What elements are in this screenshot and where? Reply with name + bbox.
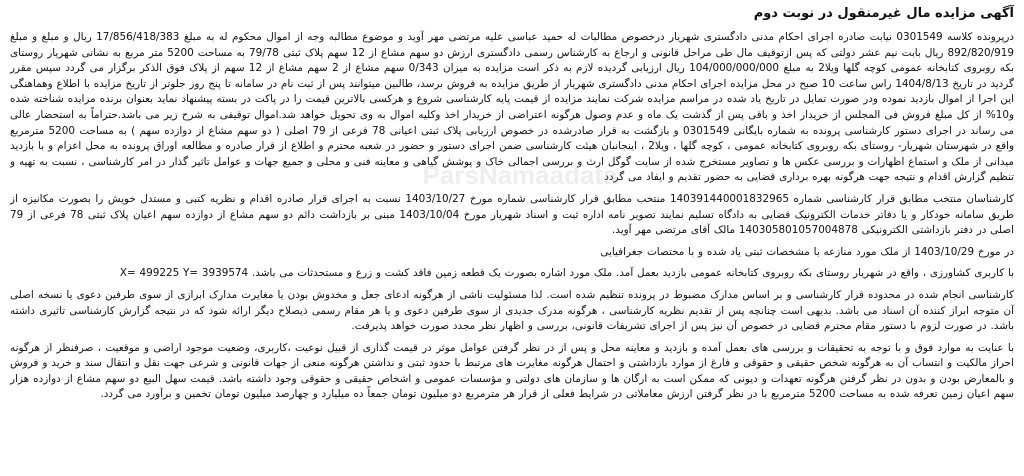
notice-paragraph-1: درپرونده کلاسه 0301549 نیابت صادره اجرای احکام مدنی دادگستری شهریار درخصوص مطالبات له حمید عباسی علیه مرتضی مهر آوید و موضوع مطالبه وجه از اموال محکوم له به مبلغ 17/856/418/383 ریال و مبلغ و مبلغ 892/820/919 ریال بابت نیم عشر دولتی که پس ازتوقیف مال طی مراحل قانونی و ارجاع به کارشناس رسمی دادگستری ارزش دو سهم مشاع از 12 سهم پلاک ثبتی 79/78 به مساحت 5200 متر مربع به نشانی شهریار روستای بکه روبروی کتابخانه عمومی کوچه گلها ویلا2 به مبلغ 104/000/000/000 ریال ارزیابی گردیده لازم به ذکر است مزایده به میزان 0/343 سهم مشاع از 2 سهم مشاع از 12 سهم از پلاک فوق الذکر برگزار می گردد سپس مقرر گردید در تاریخ 1404/8/13 راس ساعت 10 صبح در محل مزایده اجرای احکام مدنی دادگستری شهریار از طریق مزایده به فروش برسد، طالبین میتوانند پس از ثبت نام در سامانه تا پنج روز جلوتر از تاریخ مزایده با اطلاع وهماهنگی این اجرا از اموال بازدید نموده ودر صورت تمایل در تاریخ یاد شده در مراسم مزایده شرکت نمایند مزایده از قیمت پایه کارشناسی شروع و هرکسی بالاترین قیمت را در پاکت در بسته پیشنهاد نماید بعنوان برنده مزایده شناخته شده و10% از کل مبلغ فروش فی المجلس از خریدار اخذ و باقی پس از گذشت یک ماه و عدم وصول هرگونه اعتراضی از خریدار اخذ وکلیه اموال به وی تحویل خواهد شد.اموال توقیفی به شرح زیر می باشد.حتراماً به استحضار عالی می رساند در اجرای دستور کارشناسی پرونده به شماره بایگانی 0301549 و بازگشت به قرار صادرشده در خصوص ارزیابی پلاک ثبتی اعیانی 78 فرعی از 79 اصلی ( دو سهم مشاع از دوازده سهم ) به مساحت 5200 مترمربع واقع در شهرستان شهریار- روستای بکه روبروی کتابخانه عمومی ، کوچه گلها ، ویلا2 ، اینجانبان هیئت کارشناسی ضمن اجرای دستور و حضور در شعبه محترم و اطلاع از قرار صادره و مطالعه اوراق پرونده به محل اعزام و با بازدید میدانی از ملک و استماع اظهارات و بررسی عکس ها و تصاویر مستخرج شده از سایت گوگل ارث و بررسی اجمالی خاک و پوشش گیاهی و معاینه فنی و محلی و جمیع جهات و عوامل تاثیر گذار در امر کارشناسی ، نسبت به تهیه و تنظیم گزارش اقدام و نتیجه جهت هرگونه بهره برداری قضایی به حضور تقدیم و ایفاد می گردد — [10, 31, 1015, 184]
notice-paragraph-5: کارشناسی انجام شده در محدوده قرار کارشناسی و بر اساس مدارک مضبوط در پرونده تنظیم شده است. لذا مسئولیت ناشی از هرگونه ادعای جعل و مخدوش بودن یا مغایرت مدارک ابرازی از سوی طرفین دعوی یا نسخه اصلی آن متوجه ابراز کننده آن اسناد می باشد. بدیهی است چنانچه پس از تقدیم نظریه کارشناسی ، هرگونه مدرک جدیدی از سوی طرفین دعوی و یا هر مقام رسمی ذیصلاح دیگر ارائه شود که در نتیجه گزارش کارشناسی تاثیری داشته باشد. در صورت لزوم با دستور مقام محترم قضایی در خصوص آن نیز پس از اجرای تشریفات قانونی، بررسی و اظهار نظر مجدد صورت خواهد پذیرفت. — [10, 288, 1014, 333]
notice-paragraph-4: با کاربری کشاورزی ، واقع در شهریار روستای بکه روبروی کتابخانه عمومی بازدید بعمل آمد. ملک مورد اشاره بصورت یک قطعه زمین فاقد کشت و زرع و مستحدثات می باشد. X= 499225 Y= 3939574 — [119, 267, 1014, 280]
notice-paragraph-6: با عنایت به موارد فوق و با توجه به تحقیقات و بررسی های بعمل آمده و بازدید و معاینه محل و پس از در نظر گرفتن عوامل موثر در قیمت گذاری از قبیل نوعیت ،کاربری، وضعیت موجود اراضی و موقعیت ، صرفنظر از هرگونه احراز مالکیت و انتساب آن به هرگونه شخص حقیقی و حقوقی و فارغ از موارد بازداشتی و احتمال هرگونه مغایرت های مرتبط با حدود ثبتی و نداشتن هرگونه منعی از جهات قانونی و شرعی جهت نقل و انتقال سند و خرید و فروش و بالمعارض بودن و بدون در نظر گرفتن هرگونه تعهدات و دیونی که ممکن است به ارگان ها و سازمان های دولتی و مؤسسات عمومی و اشخاص حقیقی و حقوقی وجود داشته باشد. قیمت سهل البیع دو سهم مشاع از دوازده هزار سهم اعیان زمین تعرفه شده به مساحت 5200 مترمربع با در نظر گرفتن ارزش معاملاتی در شرایط فعلی از قرار هر مترمربع دو میلیون تومان جمعاً ده میلیارد و چهارصد میلیون تومان تخمین و برآورد می گردد. — [10, 341, 1014, 401]
notice-paragraph-2: کارشناسان منتخب مطابق قرار کارشناسی شماره 140391440001832965 منتخب مطابق قرار کارشناسی شماره مورخ 1403/10/27 نسبت به اجرای قرار صادره اقدام و نظریه کتبی و مستدل خویش را بصورت مکانیزه از طریق سامانه خودکار و یا دفاتر خدمات الکترونیک قضایی به دادگاه تسلیم نمایند تصویر نامه اداره ثبت و اسناد شهریار مورخ 1403/10/04 مبنی بر بازداشت دائم دو سهم مشاع از دوازده سهم اعیان پلاک ثبتی 78 فرعی از 79 اصلی در دفتر بازداشتی الکترونیکی 140305801057004878 مالک آقای مرتضی مهر آوید. — [10, 192, 1014, 237]
notice-title: آگهی مزایده مال غیرمنقول در نوبت دوم — [753, 6, 1014, 21]
watermark-text: ParsNamaadata — [422, 160, 618, 190]
notice-paragraph-3: در مورخ 1403/10/29 از ملک مورد منازعه با مشخصات ثبتی یاد شده و با مختصات جغرافیایی — [600, 245, 1014, 258]
